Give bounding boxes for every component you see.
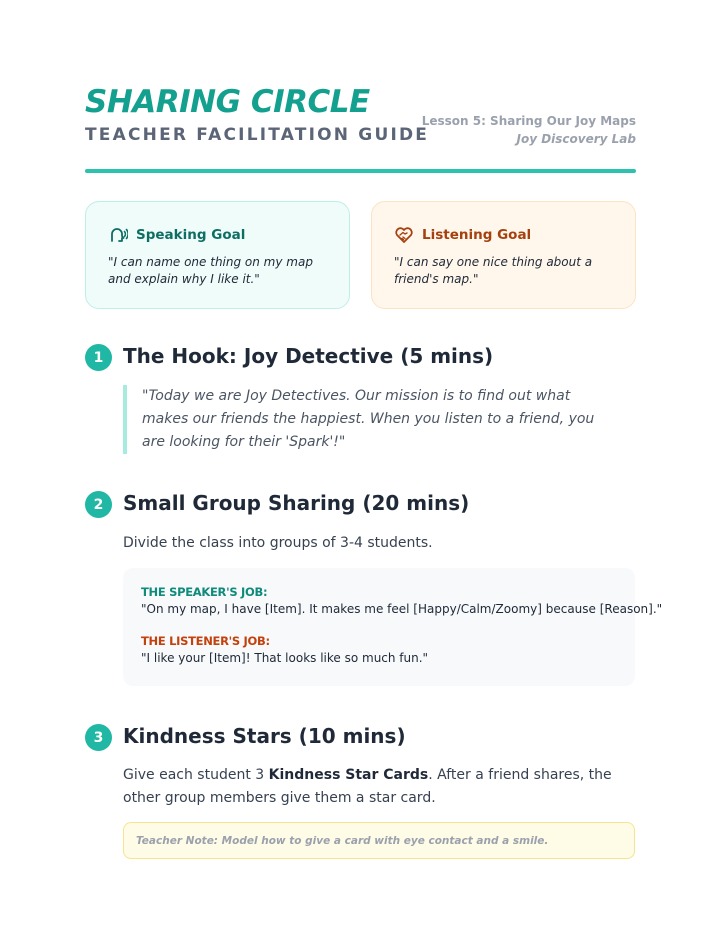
kindness-star-cards-term: Kindness Star Cards bbox=[268, 767, 429, 783]
kindness-text-start: Give each student 3 bbox=[123, 767, 269, 783]
lab-label: Joy Discovery Lab bbox=[516, 132, 636, 146]
section-2-title: Small Group Sharing (20 mins) bbox=[123, 491, 470, 515]
listening-goal-card bbox=[371, 201, 636, 309]
listening-goal-text: "I can say one nice thing about a friend's map." bbox=[394, 255, 593, 286]
kindness-instructions bbox=[123, 764, 635, 810]
section-1-title: The Hook: Joy Detective (5 mins) bbox=[123, 344, 494, 368]
speaking-goal-title: Speaking Goal bbox=[136, 227, 246, 243]
page-subtitle: TEACHER FACILITATION GUIDE bbox=[85, 125, 430, 145]
section-3-number: 3 bbox=[85, 724, 112, 751]
listening-goal-title: Listening Goal bbox=[422, 227, 532, 243]
header-divider bbox=[85, 169, 636, 173]
lesson-label: Lesson 5: Sharing Our Joy Maps bbox=[421, 114, 636, 128]
section-3-title: Kindness Stars (10 mins) bbox=[123, 724, 406, 748]
jobs-box bbox=[123, 568, 663, 686]
speaking-goal-card bbox=[85, 201, 350, 309]
listener-job-text: "I like your [Item]! That looks like so much fun." bbox=[141, 651, 429, 665]
heart-handshake-icon bbox=[394, 225, 414, 245]
teacher-note: Teacher Note: Model how to give a card with eye contact and a smile. bbox=[123, 822, 635, 859]
speaker-job-text: "On my map, I have [Item]. It makes me feel [Happy/Calm/Zoomy] because [Reason]." bbox=[141, 602, 663, 616]
speaker-job-label: THE SPEAKER'S JOB: bbox=[141, 585, 268, 599]
section-1-number: 1 bbox=[85, 344, 112, 371]
page-header bbox=[85, 84, 636, 174]
speaking-head-icon bbox=[108, 225, 128, 245]
listener-job-label: THE LISTENER'S JOB: bbox=[141, 634, 270, 648]
section-2-number: 2 bbox=[85, 491, 112, 518]
speaking-goal-text: "I can name one thing on my map and explain why I like it." bbox=[108, 255, 313, 286]
kindness-text-end: . After a friend shares, the other group members give them a star card. bbox=[123, 767, 612, 806]
hook-quote: "Today we are Joy Detectives. Our mission is to find out what makes our friends the happiest. When you listen to a friend, you are looking for their 'Spark'!" bbox=[123, 385, 613, 454]
page-title: SHARING CIRCLE bbox=[85, 84, 370, 120]
group-instructions: Divide the class into groups of 3-4 students. bbox=[123, 535, 433, 551]
